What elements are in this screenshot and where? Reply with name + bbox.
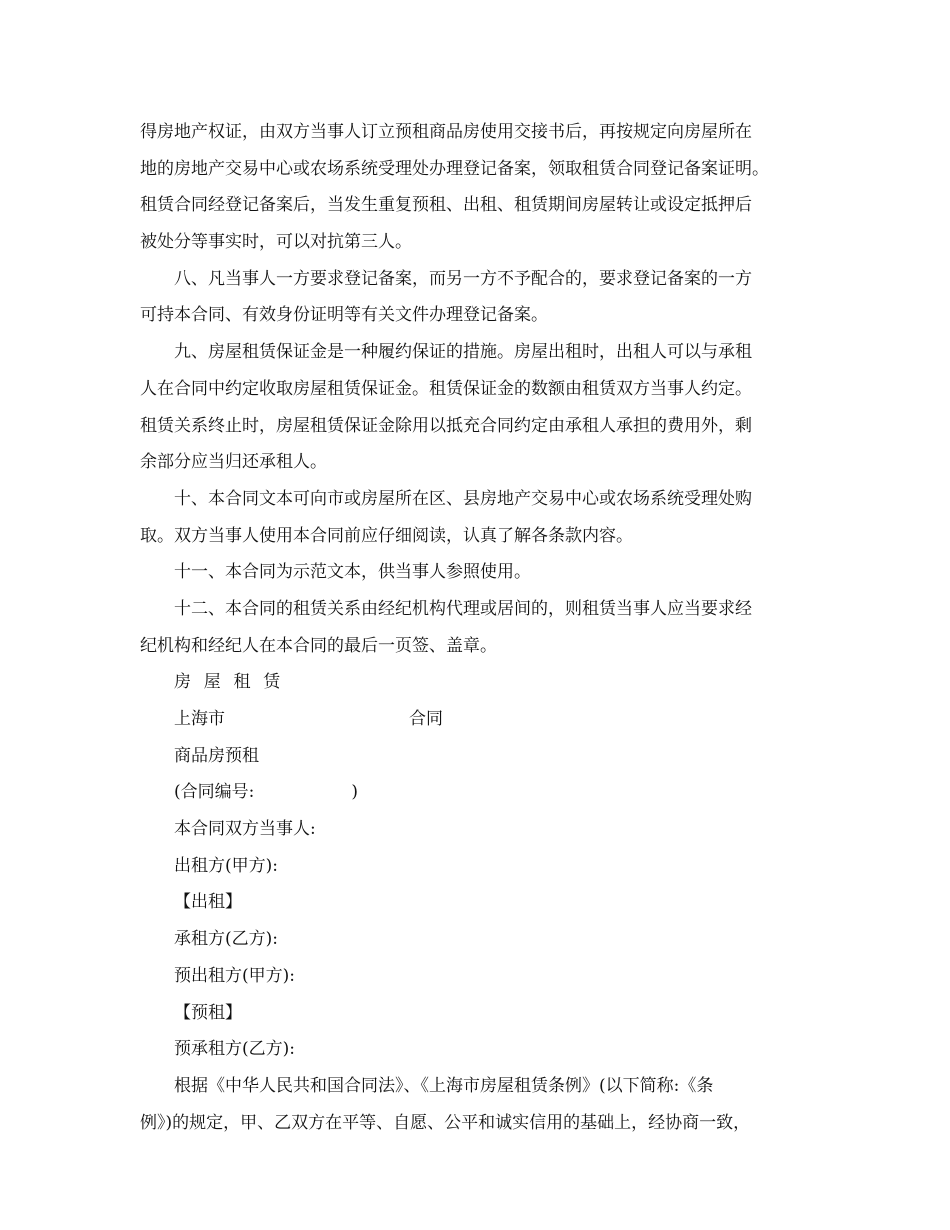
paragraph-7-line-3: 租赁合同经登记备案后，当发生重复预租、出租、租赁期间房屋转让或设定抵押后 <box>140 195 752 216</box>
pre-lease-tag: 【预租】 <box>174 1002 242 1023</box>
paragraph-11-line-1: 十一、本合同为示范文本，供当事人参照使用。 <box>174 562 531 583</box>
title-house-lease-text: 房屋租赁 <box>174 672 293 693</box>
contract-number-close: ) <box>351 782 359 803</box>
title-house-lease <box>140 664 830 701</box>
lessee-label: 承租方(乙方): <box>174 929 278 950</box>
paragraph-9-line-1: 九、房屋租赁保证金是一种履约保证的措施。房屋出租时，出租人可以与承租 <box>174 342 752 363</box>
lease-tag: 【出租】 <box>174 892 242 913</box>
parties-intro: 本合同双方当事人: <box>174 819 316 840</box>
paragraph-7-line-1: 得房地产权证，由双方当事人订立预租商品房使用交接书后，再按规定向房屋所在 <box>140 122 752 142</box>
paragraph-8-line-2: 可持本合同、有效身份证明等有关文件办理登记备案。 <box>140 305 548 326</box>
paragraph-9-line-4: 余部分应当归还承租人。 <box>140 452 327 473</box>
paragraph-7-line-2: 地的房地产交易中心或农场系统受理处办理登记备案，领取租赁合同登记备案证明。 <box>140 158 769 179</box>
contract-number-row <box>140 774 830 811</box>
paragraph-12-line-2: 纪机构和经纪人在本合同的最后一页签、盖章。 <box>140 635 497 656</box>
title-contract: 合同 <box>409 709 443 729</box>
paragraph-9-line-2: 人在合同中约定收取房屋租赁保证金。租赁保证金的数额由租赁双方当事人约定。 <box>140 378 752 399</box>
paragraph-10-line-1: 十、本合同文本可向市或房屋所在区、县房地产交易中心或农场系统受理处购 <box>174 488 752 509</box>
preamble-line-2: 例》)的规定，甲、乙双方在平等、自愿、公平和诚实信用的基础上，经协商一致， <box>140 1112 751 1133</box>
preamble-line-1: 根据《中华人民共和国合同法》、《上海市房屋租赁条例》(以下简称:《条 <box>174 1075 714 1096</box>
title-city-row <box>140 701 830 738</box>
title-presale-lease: 商品房预租 <box>174 745 259 766</box>
paragraph-12-line-1: 十二、本合同的租赁关系由经纪机构代理或居间的，则租赁当事人应当要求经 <box>174 598 752 619</box>
document-body <box>140 114 830 1141</box>
paragraph-9-line-3: 租赁关系终止时，房屋租赁保证金除用以抵充合同约定由承租人承担的费用外，剩 <box>140 415 752 436</box>
contract-number-label: (合同编号: <box>174 782 255 803</box>
lessor-label: 出租方(甲方): <box>174 855 278 876</box>
pre-lessor-label: 预出租方(甲方): <box>174 965 295 986</box>
title-city: 上海市 <box>174 709 225 729</box>
paragraph-7-line-4: 被处分等事实时，可以对抗第三人。 <box>140 232 412 253</box>
paragraph-10-line-2: 取。双方当事人使用本合同前应仔细阅读，认真了解各条款内容。 <box>140 525 633 546</box>
paragraph-8-line-1: 八、凡当事人一方要求登记备案，而另一方不予配合的，要求登记备案的一方 <box>174 268 752 289</box>
pre-lessee-label: 预承租方(乙方): <box>174 1039 295 1060</box>
